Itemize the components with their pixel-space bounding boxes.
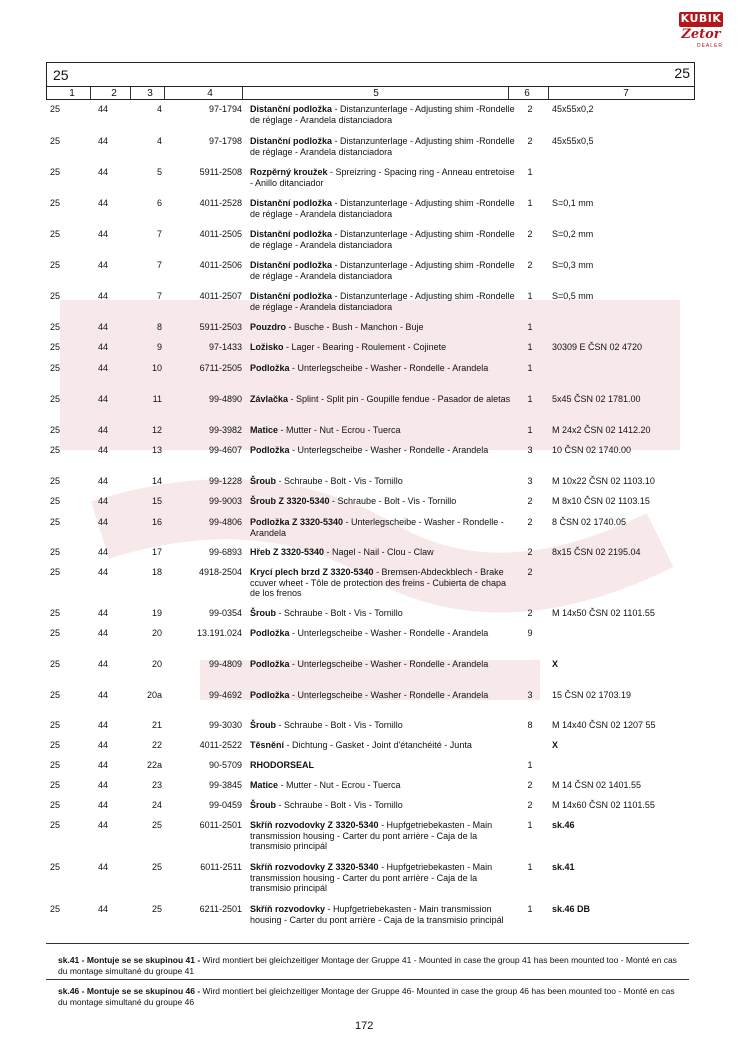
note-text: Wird montiert bei gleichzeitiger Montage der Gruppe 46- Mounted in case the group 46 has been mounted too - Monté en cas du montage simultané du groupe 46: [58, 986, 675, 1007]
column-header-1: 1: [69, 88, 75, 99]
cell-position: 7: [156, 291, 162, 301]
logo-zetor: Zetor: [681, 27, 721, 42]
cell-description: [250, 342, 518, 353]
cell-description: [250, 760, 518, 771]
cell-part-number: 6211-2501: [199, 904, 242, 914]
cell-subgroup: 44: [98, 904, 109, 914]
description-translations: - Hupfgetriebekasten - Main transmission housing - Carter du pont arrière - Caja de la transmisio principál: [250, 820, 493, 851]
description-name: Distanční podložka: [250, 198, 333, 208]
description-translations: - Distanzunterlage - Adjusting shim -Rondelle de réglage - Arandela distanciadora: [250, 229, 515, 250]
description-name: Podložka: [250, 659, 290, 669]
cell-subgroup: 44: [98, 608, 109, 618]
cell-part-number: 99-0459: [208, 800, 242, 810]
cell-group: 25: [50, 904, 61, 914]
cell-group: 25: [50, 720, 61, 730]
cell-note: 10 ČSN 02 1740.00: [552, 445, 632, 455]
cell-note: 5x45 ČSN 02 1781.00: [552, 394, 641, 404]
description-name: Distanční podložka: [250, 104, 333, 114]
column-header-4: 4: [207, 88, 213, 99]
description-name: Matice: [250, 425, 279, 435]
cell-quantity: 1: [527, 342, 533, 352]
cell-part-number: 99-4806: [208, 517, 242, 527]
note-sk46: [58, 986, 678, 1007]
cell-description: [250, 517, 518, 538]
group-number-left: 25: [53, 67, 69, 83]
description-name: Těsnění: [250, 740, 285, 750]
cell-part-number: 99-4890: [208, 394, 242, 404]
cell-quantity: 1: [527, 394, 533, 404]
cell-group: 25: [50, 690, 61, 700]
cell-part-number: 99-4607: [208, 445, 242, 455]
note-sk41: [58, 955, 678, 976]
cell-position: 23: [151, 780, 162, 790]
cell-part-number: 4918-2504: [198, 567, 242, 577]
cell-subgroup: 44: [98, 425, 109, 435]
cell-note: S=0,3 mm: [552, 260, 594, 270]
description-translations: - Busche - Bush - Manchon - Buje: [286, 322, 424, 332]
cell-quantity: 1: [527, 322, 533, 332]
cell-quantity: 1: [527, 760, 533, 770]
group-number-right: 25: [674, 65, 690, 81]
cell-subgroup: 44: [98, 760, 109, 770]
cell-part-number: 99-6893: [208, 547, 242, 557]
cell-group: 25: [50, 862, 61, 872]
cell-subgroup: 44: [98, 780, 109, 790]
cell-position: 9: [156, 342, 162, 352]
cell-position: 21: [151, 720, 162, 730]
cell-description: [250, 198, 518, 219]
cell-description: [250, 291, 518, 312]
cell-note: S=0,5 mm: [552, 291, 594, 301]
cell-subgroup: 44: [98, 820, 109, 830]
cell-note: 45x55x0,5: [552, 136, 594, 146]
cell-subgroup: 44: [98, 496, 109, 506]
description-name: Hřeb Z 3320-5340: [250, 547, 325, 557]
cell-quantity: 8: [527, 720, 533, 730]
cell-description: [250, 229, 518, 250]
cell-group: 25: [50, 628, 61, 638]
cell-subgroup: 44: [98, 740, 109, 750]
cell-part-number: 99-1228: [208, 476, 242, 486]
cell-note: 45x55x0,2: [552, 104, 594, 114]
cell-quantity: 3: [527, 690, 533, 700]
cell-group: 25: [50, 496, 61, 506]
cell-quantity: 1: [527, 425, 533, 435]
description-name: Matice: [250, 780, 279, 790]
cell-description: [250, 659, 518, 670]
description-name: Rozpěrný kroužek: [250, 167, 328, 177]
cell-group: 25: [50, 547, 61, 557]
description-name: Skříň rozvodovky: [250, 904, 326, 914]
cell-part-number: 97-1794: [208, 104, 242, 114]
cell-quantity: 9: [527, 628, 533, 638]
cell-group: 25: [50, 363, 61, 373]
cell-group: 25: [50, 820, 61, 830]
cell-position: 22: [151, 740, 162, 750]
cell-description: [250, 740, 518, 751]
description-translations: - Distanzunterlage - Adjusting shim -Rondelle de réglage - Arandela distanciadora: [250, 291, 515, 312]
page-number: 172: [355, 1020, 374, 1032]
cell-subgroup: 44: [98, 260, 109, 270]
cell-part-number: 4011-2506: [199, 260, 242, 270]
description-name: Podložka: [250, 690, 290, 700]
cell-position: 22a: [146, 760, 162, 770]
cell-description: [250, 780, 518, 791]
description-name: Šroub: [250, 608, 276, 618]
cell-quantity: 1: [527, 167, 533, 177]
column-separator: [164, 87, 165, 100]
cell-description: [250, 322, 518, 333]
cell-note: M 24x2 ČSN 02 1412.20: [552, 425, 651, 435]
notes-separator: [46, 943, 689, 944]
cell-position: 4: [156, 136, 162, 146]
note-text: Wird montiert bei gleichzeitiger Montage der Gruppe 41 - Mounted in case the group 41 has been mounted too - Monté en cas du montage simultané du groupe 41: [58, 955, 677, 976]
cell-description: [250, 720, 518, 731]
cell-position: 11: [152, 394, 162, 404]
column-header-2: 2: [111, 88, 117, 99]
note-label: sk.46 - Montuje se se skupinou 46 -: [58, 986, 201, 996]
cell-group: 25: [50, 608, 61, 618]
cell-quantity: 2: [527, 104, 533, 114]
cell-group: 25: [50, 291, 61, 301]
cell-position: 14: [151, 476, 162, 486]
description-name: RHODORSEAL: [250, 760, 315, 770]
cell-position: 24: [151, 800, 162, 810]
cell-group: 25: [50, 229, 61, 239]
cell-part-number: 4011-2522: [199, 740, 242, 750]
cell-description: [250, 690, 518, 701]
description-name: Skříň rozvodovky Z 3320-5340: [250, 862, 379, 872]
cell-position: 18: [151, 567, 162, 577]
cell-part-number: 99-0354: [208, 608, 242, 618]
column-header-5: 5: [373, 88, 379, 99]
cell-group: 25: [50, 476, 61, 486]
cell-note: 15 ČSN 02 1703.19: [552, 690, 632, 700]
description-name: Skříň rozvodovky Z 3320-5340: [250, 820, 379, 830]
cell-note: S=0,1 mm: [552, 198, 594, 208]
cell-note: M 14x40 ČSN 02 1207 55: [552, 720, 656, 730]
column-separator: [242, 87, 243, 100]
cell-subgroup: 44: [98, 720, 109, 730]
column-separator: [90, 87, 91, 100]
cell-position: 7: [156, 229, 162, 239]
logo-dealer: DEALER: [696, 43, 723, 49]
cell-group: 25: [50, 659, 61, 669]
description-translations: - Splint - Split pin - Goupille fendue - Pasador de aletas: [288, 394, 511, 404]
note-label: sk.41 - Montuje se se skupinou 41 -: [58, 955, 201, 965]
notes-divider: [46, 979, 689, 980]
description-translations: - Schraube - Bolt - Vis - Tornillo: [329, 496, 457, 506]
cell-part-number: 99-3845: [208, 780, 242, 790]
description-translations: - Unterlegscheibe - Washer - Rondelle - Arandela: [289, 445, 489, 455]
description-name: Šroub: [250, 720, 276, 730]
cell-note: M 14 ČSN 02 1401.55: [552, 780, 642, 790]
cell-position: 16: [151, 517, 162, 527]
description-name: Podložka: [250, 445, 290, 455]
description-translations: - Dichtung - Gasket - Joint d'étanchéité - Junta: [284, 740, 472, 750]
description-translations: - Schraube - Bolt - Vis - Tornillo: [276, 800, 403, 810]
cell-note: sk.46 DB: [552, 904, 591, 914]
cell-subgroup: 44: [98, 167, 109, 177]
description-name: Krycí plech brzd Z 3320-5340: [250, 567, 374, 577]
cell-description: [250, 167, 518, 188]
description-translations: - Spreizring - Spacing ring - Anneau entretoise - Anillo ditanciador: [250, 167, 515, 188]
cell-part-number: 6011-2501: [199, 820, 242, 830]
cell-quantity: 2: [527, 800, 533, 810]
cell-description: [250, 820, 518, 852]
description-translations: - Distanzunterlage - Adjusting shim -Rondelle de réglage - Arandela distanciadora: [250, 198, 515, 219]
cell-note: M 14x50 ČSN 02 1101.55: [552, 608, 655, 618]
cell-description: [250, 567, 518, 599]
logo-kubik: KUBIK: [680, 12, 722, 25]
cell-description: [250, 608, 518, 619]
column-header-6: 6: [524, 88, 530, 99]
description-translations: - Unterlegscheibe - Washer - Rondelle - Arandela: [289, 363, 489, 373]
cell-quantity: 1: [527, 291, 533, 301]
cell-position: 6: [156, 198, 162, 208]
cell-position: 13: [151, 445, 162, 455]
column-separator: [508, 87, 509, 100]
cell-quantity: 1: [527, 904, 533, 914]
cell-note: X: [552, 659, 559, 669]
description-translations: - Unterlegscheibe - Washer - Rondelle - Arandela: [289, 628, 489, 638]
column-header: [46, 86, 695, 100]
cell-part-number: 4011-2507: [199, 291, 242, 301]
column-header-7: 7: [623, 88, 629, 99]
cell-subgroup: 44: [98, 322, 109, 332]
description-name: Šroub: [250, 476, 276, 486]
cell-part-number: 97-1798: [208, 136, 242, 146]
cell-subgroup: 44: [98, 800, 109, 810]
cell-group: 25: [50, 260, 61, 270]
cell-subgroup: 44: [98, 567, 109, 577]
cell-quantity: 2: [527, 567, 533, 577]
cell-description: [250, 260, 518, 281]
description-name: Šroub: [250, 800, 276, 810]
cell-quantity: 2: [527, 229, 533, 239]
description-name: Distanční podložka: [250, 291, 333, 301]
cell-subgroup: 44: [98, 547, 109, 557]
description-name: Podložka Z 3320-5340: [250, 517, 344, 527]
cell-quantity: 1: [527, 198, 533, 208]
cell-subgroup: 44: [98, 659, 109, 669]
cell-position: 17: [151, 547, 162, 557]
cell-description: [250, 104, 518, 125]
cell-note: 30309 E ČSN 02 4720: [552, 342, 643, 352]
cell-description: [250, 547, 518, 558]
cell-subgroup: 44: [98, 628, 109, 638]
cell-quantity: 2: [527, 136, 533, 146]
cell-position: 20a: [146, 690, 162, 700]
cell-part-number: 99-3982: [208, 425, 242, 435]
cell-description: [250, 904, 518, 925]
description-name: Podložka: [250, 628, 290, 638]
cell-description: [250, 445, 518, 456]
cell-part-number: 4011-2505: [199, 229, 242, 239]
cell-part-number: 6011-2511: [200, 862, 242, 872]
cell-position: 10: [151, 363, 162, 373]
cell-position: 20: [151, 659, 162, 669]
cell-part-number: 13.191.024: [196, 628, 242, 638]
cell-part-number: 97-1433: [208, 342, 242, 352]
cell-subgroup: 44: [98, 198, 109, 208]
description-name: Distanční podložka: [250, 229, 333, 239]
cell-note: sk.46: [552, 820, 575, 830]
description-translations: - Hupfgetriebekasten - Main transmission housing - Carter du pont arrière - Caja de la transmisio principál: [250, 904, 504, 925]
description-name: Podložka: [250, 363, 290, 373]
cell-subgroup: 44: [98, 104, 109, 114]
cell-note: 8 ČSN 02 1740.05: [552, 517, 627, 527]
cell-subgroup: 44: [98, 136, 109, 146]
description-name: Distanční podložka: [250, 136, 333, 146]
cell-subgroup: 44: [98, 291, 109, 301]
cell-position: 7: [156, 260, 162, 270]
cell-group: 25: [50, 567, 61, 577]
cell-quantity: 2: [527, 608, 533, 618]
column-header-3: 3: [147, 88, 153, 99]
cell-group: 25: [50, 517, 61, 527]
cell-part-number: 99-3030: [208, 720, 242, 730]
column-separator: [548, 87, 549, 100]
cell-description: [250, 496, 518, 507]
description-translations: - Distanzunterlage - Adjusting shim -Rondelle de réglage - Arandela distanciadora: [250, 136, 515, 157]
description-translations: - Schraube - Bolt - Vis - Tornillo: [276, 608, 403, 618]
description-translations: - Unterlegscheibe - Washer - Rondelle - Arandela: [289, 659, 489, 669]
cell-group: 25: [50, 740, 61, 750]
cell-position: 8: [156, 322, 162, 332]
cell-group: 25: [50, 104, 61, 114]
cell-group: 25: [50, 800, 61, 810]
cell-position: 12: [151, 425, 162, 435]
cell-subgroup: 44: [98, 445, 109, 455]
description-translations: - Unterlegscheibe - Washer - Rondelle - Arandela: [250, 517, 504, 538]
description-translations: - Hupfgetriebekasten - Main transmission housing - Carter du pont arrière - Caja de la transmisio principál: [250, 862, 493, 893]
description-translations: - Distanzunterlage - Adjusting shim -Rondelle de réglage - Arandela distanciadora: [250, 104, 515, 125]
cell-note: S=0,2 mm: [552, 229, 594, 239]
cell-note: 8x15 ČSN 02 2195.04: [552, 547, 641, 557]
description-name: Distanční podložka: [250, 260, 333, 270]
cell-note: M 8x10 ČSN 02 1103.15: [552, 496, 650, 506]
cell-group: 25: [50, 760, 61, 770]
cell-note: X: [552, 740, 559, 750]
cell-subgroup: 44: [98, 394, 109, 404]
cell-position: 4: [156, 104, 162, 114]
cell-quantity: 2: [527, 260, 533, 270]
cell-group: 25: [50, 198, 61, 208]
description-name: Pouzdro: [250, 322, 286, 332]
cell-description: [250, 476, 518, 487]
description-translations: - Mutter - Nut - Ecrou - Tuerca: [278, 425, 401, 435]
cell-subgroup: 44: [98, 690, 109, 700]
cell-group: 25: [50, 445, 61, 455]
description-translations: - Schraube - Bolt - Vis - Tornillo: [276, 720, 403, 730]
cell-part-number: 99-4809: [208, 659, 242, 669]
cell-part-number: 99-9003: [208, 496, 242, 506]
cell-part-number: 5911-2508: [199, 167, 242, 177]
cell-quantity: 1: [527, 862, 533, 872]
cell-quantity: 3: [527, 445, 533, 455]
cell-group: 25: [50, 394, 61, 404]
cell-quantity: 3: [527, 476, 533, 486]
description-translations: - Bremsen-Abdeckblech - Brake ccuver wheet - Tôle de protection des freins - Cubierta de chapa de los frenos: [250, 567, 506, 598]
cell-description: [250, 628, 518, 639]
column-separator: [130, 87, 131, 100]
cell-group: 25: [50, 167, 61, 177]
description-translations: - Unterlegscheibe - Washer - Rondelle - Arandela: [289, 690, 489, 700]
cell-subgroup: 44: [98, 363, 109, 373]
cell-subgroup: 44: [98, 476, 109, 486]
description-name: Ložisko: [250, 342, 284, 352]
cell-description: [250, 862, 518, 894]
cell-quantity: 2: [527, 517, 533, 527]
cell-position: 15: [151, 496, 162, 506]
cell-group: 25: [50, 780, 61, 790]
cell-description: [250, 136, 518, 157]
cell-note: M 14x60 ČSN 02 1101.55: [552, 800, 655, 810]
cell-subgroup: 44: [98, 862, 109, 872]
cell-part-number: 99-4692: [208, 690, 242, 700]
kubik-zetor-logo: [679, 12, 723, 62]
cell-part-number: 90-5709: [208, 760, 242, 770]
description-translations: - Schraube - Bolt - Vis - Tornillo: [276, 476, 403, 486]
cell-subgroup: 44: [98, 517, 109, 527]
cell-note: sk.41: [552, 862, 575, 872]
cell-group: 25: [50, 136, 61, 146]
cell-quantity: 2: [527, 496, 533, 506]
cell-position: 25: [151, 862, 162, 872]
cell-part-number: 4011-2528: [199, 198, 242, 208]
description-translations: - Lager - Bearing - Roulement - Cojinete: [283, 342, 447, 352]
cell-group: 25: [50, 425, 61, 435]
cell-description: [250, 800, 518, 811]
cell-position: 25: [151, 820, 162, 830]
description-translations: - Mutter - Nut - Ecrou - Tuerca: [278, 780, 401, 790]
cell-position: 5: [156, 167, 162, 177]
cell-part-number: 5911-2503: [199, 322, 242, 332]
cell-description: [250, 425, 518, 436]
description-translations: - Nagel - Nail - Clou - Claw: [324, 547, 434, 557]
cell-part-number: 6711-2505: [199, 363, 242, 373]
cell-quantity: 1: [527, 363, 533, 373]
description-translations: - Distanzunterlage - Adjusting shim -Rondelle de réglage - Arandela distanciadora: [250, 260, 515, 281]
description-name: Šroub Z 3320-5340: [250, 496, 330, 506]
description-name: Závlačka: [250, 394, 289, 404]
cell-subgroup: 44: [98, 342, 109, 352]
cell-subgroup: 44: [98, 229, 109, 239]
cell-quantity: 2: [527, 780, 533, 790]
cell-position: 25: [151, 904, 162, 914]
cell-group: 25: [50, 342, 61, 352]
cell-quantity: 2: [527, 547, 533, 557]
cell-group: 25: [50, 322, 61, 332]
cell-description: [250, 394, 518, 405]
cell-position: 20: [151, 628, 162, 638]
cell-position: 19: [151, 608, 162, 618]
cell-quantity: 1: [527, 820, 533, 830]
cell-note: M 10x22 ČSN 02 1103.10: [552, 476, 655, 486]
cell-description: [250, 363, 518, 374]
